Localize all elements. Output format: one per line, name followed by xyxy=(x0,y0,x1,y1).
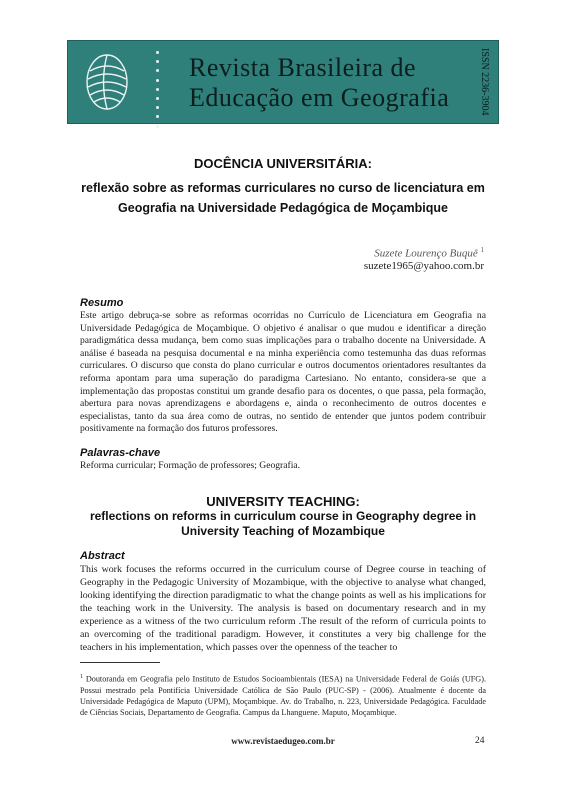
english-subtitle xyxy=(60,509,506,539)
page-number: 24 xyxy=(475,736,485,746)
journal-url[interactable]: www.revistaedugeo.com.br xyxy=(231,736,335,746)
abstract-text: This work focuses the reforms occurred in the curriculum course of Degree course in teaching of Geography in the Pedagogic University of Mozambique, with the objective to analyse what changed, looking identifying the direction paradigmatic to what the change points as well as his implications for the teaching work in the University. The analysis is based on documentary research and in my experience as a witness of the two curriculum reform .The result of the reform of curricula points to an overcoming of the traditional paradigm. However, it constitutes a very big challenge for the teachers in his implementation, which passes over the openness of the teacher to xyxy=(80,564,486,653)
article-subtitle-line2: Geografia na Universidade Pedagógica de Moçambique xyxy=(118,201,448,215)
keywords-heading: Palavras-chave xyxy=(80,447,161,459)
article-subtitle-line1: reflexão sobre as reformas curriculares no curso de licenciatura em xyxy=(81,181,485,195)
journal-banner xyxy=(67,40,499,124)
journal-logo-icon xyxy=(78,49,136,115)
author-name-text: Suzete Lourenço Buquê xyxy=(374,247,478,260)
author-name xyxy=(374,246,484,260)
journal-title xyxy=(189,53,459,113)
resumo-heading: Resumo xyxy=(80,297,124,309)
keywords-text: Reforma curricular; Formação de professores; Geografia. xyxy=(80,460,301,471)
english-title: UNIVERSITY TEACHING: xyxy=(206,494,360,509)
abstract-heading: Abstract xyxy=(80,550,125,562)
article-title: DOCÊNCIA UNIVERSITÁRIA: xyxy=(194,156,372,171)
journal-title-line1: Revista Brasileira de xyxy=(189,53,417,82)
article-subtitle xyxy=(60,178,506,218)
footnote xyxy=(80,672,486,718)
journal-title-line2: Educação em Geografia xyxy=(189,83,450,112)
author-email[interactable]: suzete1965@yahoo.com.br xyxy=(363,260,484,272)
issn: ISSN 2236-3904 xyxy=(479,48,490,116)
footnote-rule xyxy=(80,662,160,663)
footnote-mark: 1 xyxy=(80,674,83,680)
english-subtitle-line1: reflections on reforms in curriculum course in Geography degree in xyxy=(89,509,477,523)
footnote-text: Doutoranda em Geografia pelo Instituto de Estudos Socioambientais (IESA) na Universidade Federal de Goiás (UFG). Possui mestrado pela Pontifícia Universidade Católica de São Paulo (PUC-SP) - (2006). Atualmente é docente da Universidade Pedagógica de Maputo (UPM), Moçambique. Av. do Trabalho, n. 223, Universidade Pedagógica. Faculdade de Ciências Sociais, Departamento de Geografia. Campus da Lhanguene. Maputo, Moçambique. xyxy=(80,674,486,717)
english-subtitle-line2: University Teaching of Mozambique xyxy=(181,524,385,538)
author-footnote-mark: 1 xyxy=(480,246,484,254)
banner-divider-dots xyxy=(155,51,161,113)
resumo-text: Este artigo debruça-se sobre as reformas ocorridas no Currículo de Licenciatura em Geografia na Universidade Pedagógica de Moçambique. O objetivo é analisar o que mudou e identificar a direção paradigmática dessa mudança, bem como suas implicações para o trabalho docente na Universidade. A análise é baseada na pesquisa documental e na minha experiência como testemunha das duas reformas curriculares. O discurso que consta do plano curricular e outros documentos orientadores resultantes da reforma apontam para uma superação do paradigma Cartesiano. No entanto, considera-se que a implementação das propostas constitui um grande desafio para os docentes, o que passa, pela formação, abertura para novas aprendizagens e abordagens e, ainda o reconhecimento de outros docentes e especialistas, tanto da sua área como de outras, no sentido de entender que juntos podem contribuir positivamente na formação dos futuros professores. xyxy=(80,310,486,435)
